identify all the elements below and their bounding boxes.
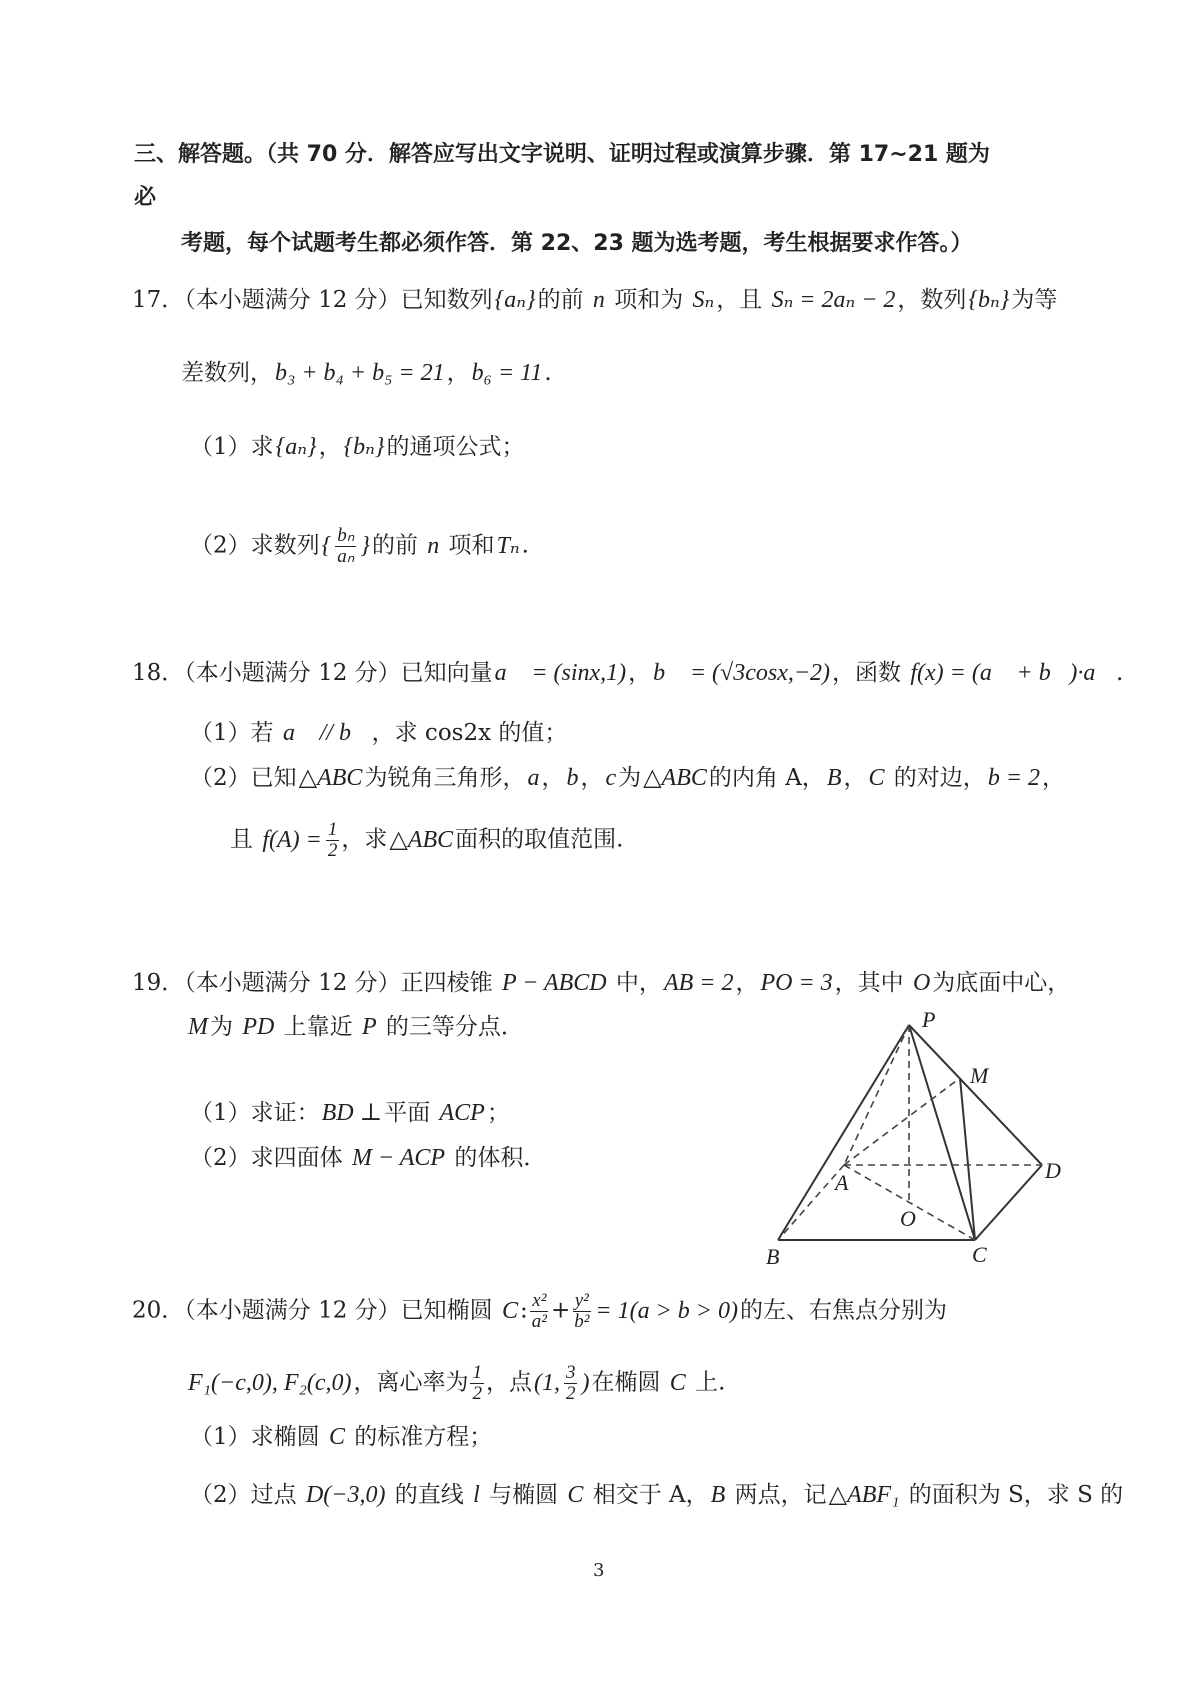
text-segment: 18．（本小题满分 12 分）已知向量 bbox=[132, 660, 493, 686]
math-expression: △ABC bbox=[298, 765, 363, 791]
math-expression: Sₙ bbox=[692, 287, 715, 313]
math-expression: △ABC bbox=[389, 826, 454, 853]
text-segment: 项和为 bbox=[606, 287, 691, 313]
label-B: B bbox=[766, 1244, 780, 1269]
text-segment: （1）求 bbox=[190, 434, 274, 460]
q20-line1 bbox=[132, 1291, 947, 1332]
q19-part2 bbox=[190, 1143, 546, 1173]
math-expression: } bbox=[360, 532, 370, 559]
math-expression: a bbox=[527, 765, 540, 791]
text-segment: 的直线 bbox=[387, 1482, 472, 1508]
fraction bbox=[470, 1363, 484, 1404]
text-segment: 17．（本小题满分 12 分）已知数列 bbox=[132, 287, 493, 313]
text-segment: 为等 bbox=[1011, 287, 1058, 313]
text-segment: ，且 bbox=[716, 287, 770, 313]
text-segment: ，点 bbox=[485, 1369, 532, 1396]
text-segment: 中， bbox=[608, 970, 662, 996]
text-segment: : bbox=[519, 1297, 528, 1324]
text-segment: ， bbox=[628, 660, 652, 686]
section-header-line3 bbox=[181, 229, 973, 259]
section-header-line2 bbox=[134, 183, 156, 213]
fraction-denominator: 2 bbox=[472, 1383, 482, 1404]
math-expression: c bbox=[605, 765, 617, 791]
text-segment: 19．（本小题满分 12 分）正四棱锥 bbox=[132, 970, 500, 996]
text-segment: 的前 bbox=[371, 532, 426, 559]
fraction bbox=[326, 820, 340, 861]
math-expression: {aₙ} bbox=[275, 434, 317, 460]
math-expression: f(A) = bbox=[262, 826, 322, 853]
text-segment: 两点，记 bbox=[727, 1482, 827, 1508]
text-segment: （1）求椭圆 bbox=[190, 1424, 327, 1450]
math-expression: C bbox=[501, 1297, 518, 1324]
fraction-numerator: y² bbox=[574, 1290, 589, 1311]
text-segment: 且 bbox=[230, 826, 261, 853]
text-segment: （2）求四面体 bbox=[190, 1145, 350, 1171]
text-segment: 20．（本小题满分 12 分）已知椭圆 bbox=[132, 1297, 500, 1324]
q18-part2 bbox=[190, 763, 1065, 793]
fraction-numerator: x² bbox=[532, 1290, 547, 1311]
math-expression: {bₙ} bbox=[968, 287, 1010, 313]
text-segment: . bbox=[521, 532, 529, 559]
text-segment: 上. bbox=[687, 1369, 726, 1396]
text-segment: 的对边， bbox=[886, 765, 986, 791]
math-expression: {aₙ} bbox=[494, 287, 536, 313]
text-segment: 三、解答题。（共 70 分．解答应写出文字说明、证明过程或演算步骤．第 17~21 题为 bbox=[134, 142, 990, 167]
fraction-denominator: 2 bbox=[565, 1383, 576, 1404]
text-segment: ， bbox=[580, 765, 604, 791]
math-expression: C bbox=[567, 1482, 584, 1508]
text-segment: 与椭圆 bbox=[481, 1482, 566, 1508]
label-M: M bbox=[970, 1063, 989, 1088]
text-segment: 的面积为 S，求 S 的 bbox=[901, 1482, 1124, 1508]
text-segment: 为 bbox=[210, 1014, 241, 1040]
q19-line1 bbox=[132, 968, 1070, 998]
edge-PB bbox=[778, 1025, 909, 1240]
q17-part1 bbox=[190, 432, 524, 462]
text-segment: 为底面中心， bbox=[932, 970, 1071, 996]
math-expression: a⃗ // b⃗ bbox=[282, 720, 370, 746]
math-expression: C bbox=[669, 1369, 686, 1396]
text-segment: 在椭圆 bbox=[591, 1369, 668, 1396]
text-segment: 项和 bbox=[441, 532, 495, 559]
math-expression: b₆ = 11 bbox=[471, 360, 543, 386]
math-expression: △ABC bbox=[643, 765, 707, 791]
label-C: C bbox=[972, 1242, 987, 1267]
label-P: P bbox=[922, 1007, 936, 1032]
text-segment: （2）过点 bbox=[190, 1482, 304, 1508]
math-expression: { bbox=[321, 532, 332, 559]
text-segment: ， bbox=[541, 765, 565, 791]
fraction-denominator: 2 bbox=[327, 840, 338, 861]
math-expression: D(−3,0) bbox=[305, 1482, 386, 1508]
q17-line1 bbox=[132, 285, 1057, 315]
q20-part1 bbox=[190, 1422, 492, 1452]
math-expression: BD ⊥ bbox=[321, 1100, 383, 1126]
label-D: D bbox=[1045, 1158, 1061, 1183]
q18-part2-cont bbox=[230, 820, 623, 861]
text-segment: 为锐角三角形， bbox=[364, 765, 526, 791]
section-header-line1 bbox=[134, 140, 990, 170]
text-segment: ，其中 bbox=[834, 970, 911, 996]
math-expression: l bbox=[473, 1482, 480, 1508]
edge-CD bbox=[975, 1165, 1042, 1240]
page-number: 3 bbox=[593, 1560, 605, 1581]
fraction bbox=[335, 526, 356, 567]
text-segment: . bbox=[1116, 660, 1124, 686]
math-expression: B bbox=[710, 1482, 726, 1508]
text-segment: （2）已知 bbox=[190, 765, 297, 791]
math-expression: n bbox=[592, 287, 605, 313]
q19-line2 bbox=[186, 1012, 524, 1042]
math-expression: Sₙ = 2aₙ − 2 bbox=[771, 287, 896, 313]
math-expression: b = 2 bbox=[987, 765, 1041, 791]
text-segment: ，离心率为 bbox=[353, 1369, 469, 1396]
text-segment: 考题，每个试题考生都必须作答．第 22、23 题为选考题，考生根据要求作答。） bbox=[181, 231, 973, 256]
text-segment: 上靠近 bbox=[276, 1014, 360, 1040]
math-expression: b bbox=[566, 765, 579, 791]
text-segment: 的三等分点． bbox=[378, 1014, 524, 1040]
text-segment: 为 bbox=[618, 765, 642, 791]
math-expression: O bbox=[912, 970, 931, 996]
q17-part2 bbox=[190, 526, 529, 567]
math-expression: P bbox=[361, 1014, 377, 1040]
label-A: A bbox=[835, 1170, 849, 1195]
q20-part2 bbox=[190, 1480, 1123, 1510]
fraction-denominator: a² bbox=[531, 1311, 547, 1332]
fraction-numerator: 1 bbox=[472, 1362, 482, 1383]
text-segment: 平面 bbox=[384, 1100, 438, 1126]
fraction bbox=[564, 1363, 578, 1404]
math-expression: f(x) = (a⃗ + b⃗)·a⃗ bbox=[910, 660, 1115, 686]
text-segment: 的左、右焦点分别为 bbox=[740, 1297, 947, 1324]
fraction bbox=[530, 1291, 549, 1332]
text-segment: 差数列， bbox=[181, 360, 273, 386]
math-expression: {bₙ} bbox=[343, 434, 385, 460]
text-segment: （1）若 bbox=[190, 720, 281, 746]
fraction bbox=[572, 1291, 591, 1332]
math-expression: M bbox=[188, 1014, 208, 1040]
math-expression: a⃗ = (sinx,1) bbox=[494, 660, 627, 686]
text-segment: 的通项公式； bbox=[386, 434, 525, 460]
math-expression: PD bbox=[242, 1014, 275, 1040]
text-segment: 的体积． bbox=[447, 1145, 547, 1171]
edge-PD bbox=[909, 1025, 1042, 1165]
q19-part1 bbox=[190, 1098, 510, 1128]
q17-line2 bbox=[181, 358, 552, 388]
text-segment: ，求 cos2x 的值； bbox=[371, 720, 568, 746]
text-segment: 的内角 A， bbox=[708, 765, 825, 791]
edge-PA bbox=[844, 1025, 909, 1165]
q20-line2 bbox=[186, 1363, 725, 1404]
math-expression: PO = 3 bbox=[760, 970, 833, 996]
text-segment: ， bbox=[1042, 765, 1066, 791]
fraction-denominator: b² bbox=[574, 1311, 590, 1332]
text-segment: ， bbox=[318, 434, 342, 460]
fraction-denominator: aₙ bbox=[337, 546, 355, 567]
text-segment: ， bbox=[446, 360, 470, 386]
math-expression: b₃ + b₄ + b₅ = 21 bbox=[275, 360, 445, 386]
text-segment: 的前 bbox=[537, 287, 591, 313]
text-segment: 必 bbox=[134, 185, 157, 210]
math-expression: b⃗ = (√3cosx,−2) bbox=[653, 660, 831, 686]
q18-part1 bbox=[190, 718, 567, 748]
math-expression: B bbox=[826, 765, 842, 791]
text-segment: ， bbox=[843, 765, 867, 791]
math-expression: M − ACP bbox=[351, 1145, 446, 1171]
math-expression: Tₙ bbox=[496, 532, 520, 559]
text-segment: ， bbox=[735, 970, 759, 996]
text-segment: ，求 bbox=[341, 826, 388, 853]
math-expression: C bbox=[868, 765, 885, 791]
text-segment: 的标准方程； bbox=[346, 1424, 493, 1450]
text-segment: （2）求数列 bbox=[190, 532, 320, 559]
math-expression: ) bbox=[581, 1369, 590, 1396]
text-segment: （1）求证： bbox=[190, 1100, 320, 1126]
math-expression: (1, bbox=[533, 1369, 560, 1396]
fraction-numerator: 1 bbox=[327, 819, 338, 840]
label-O: O bbox=[900, 1206, 916, 1231]
text-segment: ，函数 bbox=[832, 660, 909, 686]
math-expression: F₁(−c,0), F₂(c,0) bbox=[188, 1369, 352, 1396]
q18-line1 bbox=[132, 658, 1123, 688]
math-expression: ACP bbox=[439, 1100, 485, 1126]
fraction-numerator: bₙ bbox=[337, 525, 355, 546]
text-segment: ，数列 bbox=[897, 287, 967, 313]
math-expression: C bbox=[328, 1424, 345, 1450]
math-expression: △ABF₁ bbox=[828, 1482, 900, 1508]
edge-AM bbox=[844, 1078, 960, 1165]
math-expression: P − ABCD bbox=[501, 970, 607, 996]
text-segment: + bbox=[550, 1297, 571, 1324]
math-expression: = 1(a > b > 0) bbox=[595, 1297, 738, 1324]
text-segment: . bbox=[544, 360, 552, 386]
text-segment: ； bbox=[486, 1100, 510, 1126]
fraction-numerator: 3 bbox=[565, 1362, 576, 1383]
text-segment: 面积的取值范围. bbox=[455, 826, 624, 853]
text-segment: 相交于 A， bbox=[585, 1482, 709, 1508]
math-expression: AB = 2 bbox=[663, 970, 734, 996]
math-expression: n bbox=[427, 532, 440, 559]
